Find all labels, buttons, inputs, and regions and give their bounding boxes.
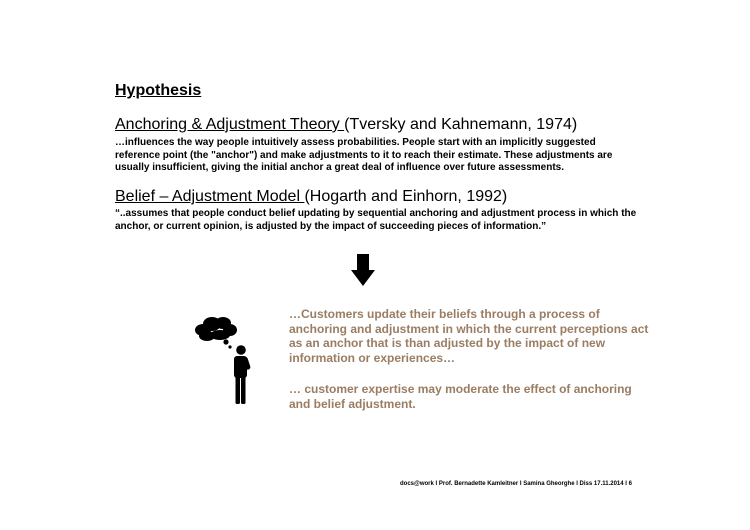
down-arrow-icon [351, 254, 375, 286]
section2-heading-citation: (Hogarth and Einhorn, 1992) [304, 188, 508, 205]
section1-heading-citation: (Tversky and Kahnemann, 1974) [344, 116, 578, 133]
section1-heading [115, 116, 577, 134]
slide-title: Hypothesis [115, 82, 202, 99]
section2-heading-underlined: Belief – Adjustment Model [115, 188, 305, 205]
section1-body: …influences the way people intuitively assess probabilities. People start with an implicitly suggested reference point (the "anchor") and make adjustments to it to reach their estimate. These adjustments are usually insufficient, giving the initial anchor a great deal of influence over future assessments. [115, 137, 613, 173]
section1-heading-underlined: Anchoring & Adjustment Theory [115, 116, 345, 133]
section2-heading [115, 188, 507, 206]
conclusion-belief-update: …Customers update their beliefs through a process of anchoring and adjustment in which the current perceptions act as an anchor that is than adjusted by the impact of new information or experiences… [289, 307, 649, 365]
thinking-person-icon [190, 315, 270, 410]
footer: docs@work I Prof. Bernadette Kamleitner I Samina Gheorghe I Diss 17.11.2014 I 6 [400, 481, 632, 487]
section2-body: “..assumes that people conduct belief updating by sequential anchoring and adjustment process in which the anchor, or current opinion, is adjusted by the impact of succeeding pieces of information.” [115, 208, 637, 232]
conclusion-expertise: … customer expertise may moderate the effect of anchoring and belief adjustment. [289, 382, 632, 411]
